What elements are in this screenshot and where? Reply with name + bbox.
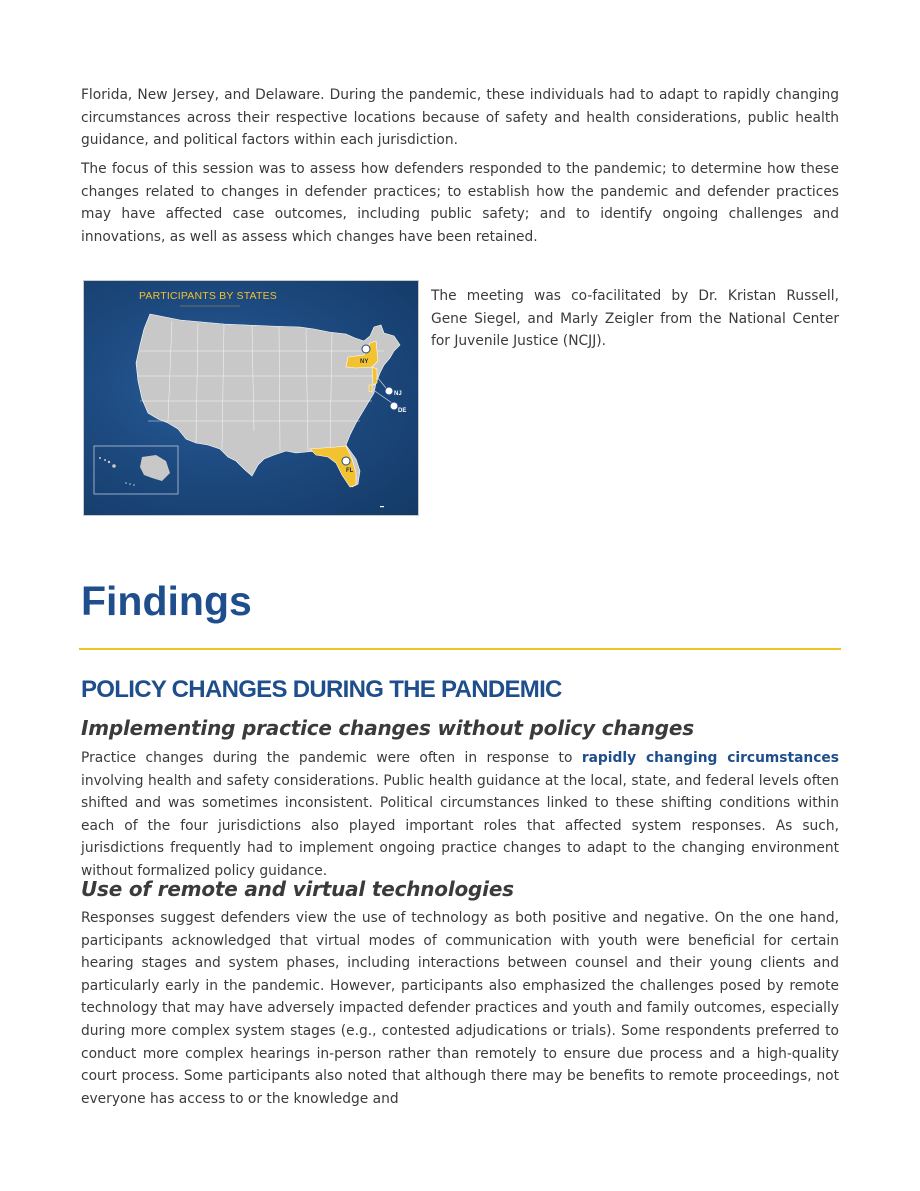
- new-jersey-shape: [372, 367, 377, 385]
- alaska-shape: [140, 455, 170, 481]
- heading-rule: [79, 648, 841, 650]
- practice-changes-paragraph: [81, 747, 839, 883]
- delaware-shape: [369, 385, 372, 392]
- us-map-graphic: [84, 281, 419, 516]
- state-label-de: DE: [398, 408, 407, 414]
- participants-map: [83, 280, 419, 516]
- florida-shape: [310, 446, 356, 487]
- emphasis-text: rapidly changing circumstances: [581, 750, 839, 766]
- focus-paragraph: The focus of this session was to assess how defenders responded to the pandemic; to determine how these changes related to changes in defender practices; to establish how the pandemic and defender practices may have affected case outcomes, including public safety; and to identify ongoing challenges and innovations, as well as assess which changes have been retained.: [81, 161, 839, 245]
- ny-marker: [362, 345, 370, 353]
- subsection-heading-practice: Implementing practice changes without policy changes: [81, 716, 694, 740]
- map-title: PARTICIPANTS BY STATES: [138, 290, 277, 302]
- map-mark: [380, 506, 384, 507]
- fl-marker: [342, 457, 350, 465]
- intro-paragraph: Florida, New Jersey, and Delaware. During the pandemic, these individuals had to adapt to rapidly changing circumstances across their respective locations because of safety and health considerations, public health guidance, and political factors within each jurisdiction.: [81, 87, 839, 149]
- paragraph-text-start: Practice changes during the pandemic were often in response to: [81, 750, 582, 766]
- us-mainland-shape: [136, 314, 400, 487]
- technology-paragraph: Responses suggest defenders view the use of technology as both positive and negative. On the one hand, participants acknowledged that virtual modes of communication with youth were beneficial for certain hearing stages and system phases, including interactions between counsel and their young clients and particularly early in the pandemic. However, participants also emphasized the challenges posed by remote technology that may have adversely impacted defender practices and youth and family outcomes, especially during more complex system stages (e.g., contested adjudications or trials). Some respondents preferred to conduct more complex hearings in-person rather than remotely to ensure due process and a high-quality court process. Some participants also noted that although there may be benefits to remote proceedings, not everyone has access to or the knowledge and: [81, 910, 839, 1107]
- de-marker: [390, 402, 398, 410]
- section-heading: POLICY CHANGES DURING THE PANDEMIC: [81, 676, 562, 703]
- state-label-nj: NJ: [394, 391, 402, 397]
- hawaii-shape: [99, 457, 135, 486]
- paragraph-text-end: involving health and safety considerations. Public health guidance at the local, state, and federal levels often shifted and was sometimes inconsistent. Political circumstances linked to these shifting conditions within each of the four jurisdictions also played important roles that affected system responses. As such, jurisdictions frequently had to implement ongoing practice changes to adapt to the changing environment without formalized policy guidance.: [81, 772, 839, 879]
- facilitators-paragraph: The meeting was co-facilitated by Dr. Kristan Russell, Gene Siegel, and Marly Zeigler from the National Center for Juvenile Justice (NCJJ).: [431, 288, 839, 350]
- findings-heading: Findings: [81, 578, 252, 624]
- state-label-ny: NY: [360, 359, 369, 365]
- state-label-fl: FL: [346, 468, 354, 474]
- subsection-heading-technology: Use of remote and virtual technologies: [81, 877, 514, 901]
- nj-marker: [385, 387, 393, 395]
